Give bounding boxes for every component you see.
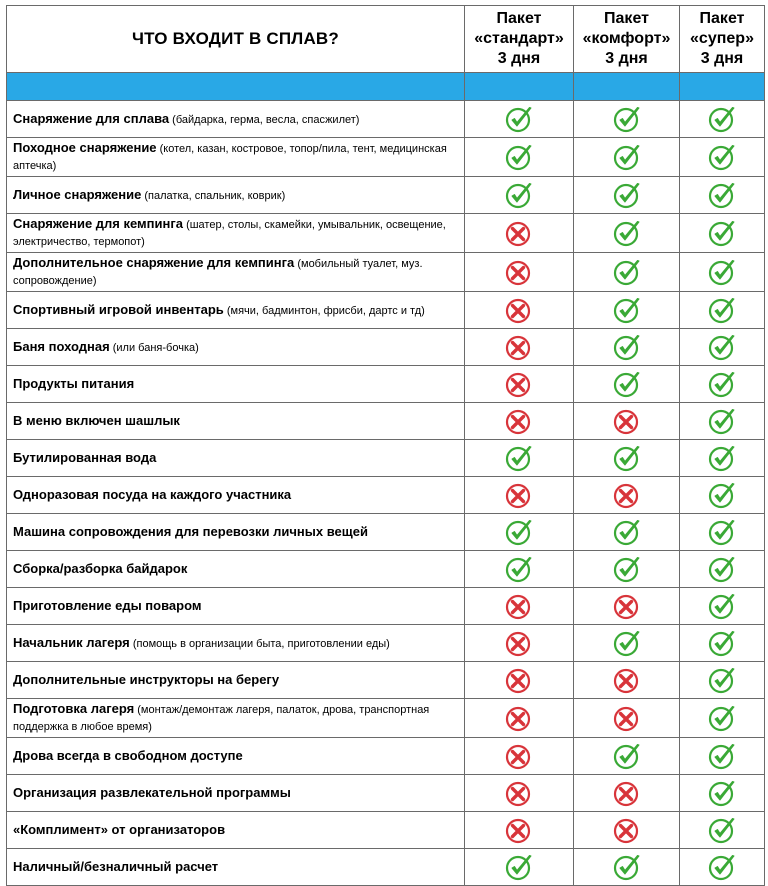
feature-cell	[7, 366, 465, 403]
cross-icon	[505, 296, 533, 324]
package-label: Пакет	[604, 10, 649, 27]
package-label: Пакет	[699, 10, 745, 27]
feature-name: «Комплимент» от организаторов	[13, 821, 226, 837]
package-name: «комфорт»	[582, 30, 671, 47]
check-icon	[613, 518, 641, 546]
table-row	[7, 849, 765, 886]
check-icon	[708, 181, 736, 209]
cross-icon	[505, 666, 533, 694]
cross-icon	[505, 779, 533, 807]
check-icon	[505, 555, 533, 583]
mark-cell-comfort	[574, 738, 680, 775]
mark-cell-standard	[465, 403, 574, 440]
blue-divider-band	[7, 73, 765, 101]
mark-cell-standard	[465, 177, 574, 214]
feature-note: (байдарка, герма, весла, спасжилет)	[169, 113, 360, 126]
check-icon	[613, 258, 641, 286]
feature-name: Подготовка лагеря	[13, 701, 135, 716]
mark-cell-super	[680, 329, 765, 366]
check-icon	[708, 407, 736, 435]
feature-name: Приготовление еды поваром	[13, 597, 202, 613]
mark-cell-standard	[465, 366, 574, 403]
table-row	[7, 329, 765, 366]
mark-cell-standard	[465, 625, 574, 662]
mark-cell-super	[680, 366, 765, 403]
feature-cell	[7, 625, 465, 662]
check-icon	[613, 444, 641, 472]
check-icon	[708, 666, 736, 694]
feature-cell	[7, 588, 465, 625]
mark-cell-super	[680, 699, 765, 738]
mark-cell-super	[680, 812, 765, 849]
feature-cell	[7, 403, 465, 440]
mark-cell-standard	[465, 849, 574, 886]
feature-name: Походное снаряжение	[13, 140, 157, 155]
mark-cell-super	[680, 551, 765, 588]
check-icon	[708, 853, 736, 881]
mark-cell-standard	[465, 514, 574, 551]
band-cell	[7, 73, 465, 101]
check-icon	[708, 481, 736, 509]
check-icon	[613, 143, 641, 171]
package-name: «супер»	[690, 30, 754, 47]
mark-cell-comfort	[574, 292, 680, 329]
feature-cell	[7, 440, 465, 477]
mark-cell-super	[680, 138, 765, 177]
feature-note: (мячи, бадминтон, фрисби, дартс и тд)	[223, 304, 425, 317]
cross-icon	[505, 481, 533, 509]
feature-note: (котел, казан, костровое, топор/пила, тент, медицинская аптечка)	[13, 143, 447, 172]
check-icon	[708, 143, 736, 171]
cross-icon	[505, 370, 533, 398]
check-icon	[708, 370, 736, 398]
mark-cell-super	[680, 514, 765, 551]
table-row	[7, 253, 765, 292]
cross-icon	[613, 816, 641, 844]
feature-name: Снаряжение для сплава	[13, 110, 170, 126]
table-row	[7, 738, 765, 775]
cross-icon	[505, 407, 533, 435]
feature-name: Машина сопровождения для перевозки личных вещей	[13, 523, 368, 539]
cross-icon	[505, 258, 533, 286]
mark-cell-comfort	[574, 588, 680, 625]
table-row	[7, 812, 765, 849]
feature-name: Начальник лагеря	[13, 634, 130, 650]
feature-cell	[7, 138, 465, 177]
mark-cell-super	[680, 101, 765, 138]
check-icon	[613, 296, 641, 324]
mark-cell-standard	[465, 812, 574, 849]
package-super-header	[680, 6, 765, 73]
feature-name: Баня походная	[13, 338, 110, 354]
table-row	[7, 440, 765, 477]
mark-cell-standard	[465, 214, 574, 253]
mark-cell-standard	[465, 440, 574, 477]
table-row	[7, 588, 765, 625]
mark-cell-super	[680, 588, 765, 625]
check-icon	[708, 555, 736, 583]
feature-note: (монтаж/демонтаж лагеря, палаток, дрова, транспортная поддержка в любое время)	[13, 704, 430, 733]
table-row	[7, 214, 765, 253]
table-row	[7, 366, 765, 403]
cross-icon	[505, 592, 533, 620]
feature-cell	[7, 292, 465, 329]
package-duration: 3 дня	[700, 50, 744, 67]
table-row	[7, 775, 765, 812]
feature-note: (палатка, спальник, коврик)	[141, 189, 286, 202]
feature-cell	[7, 849, 465, 886]
mark-cell-super	[680, 477, 765, 514]
cross-icon	[505, 629, 533, 657]
feature-cell	[7, 214, 465, 253]
feature-cell	[7, 329, 465, 366]
mark-cell-comfort	[574, 849, 680, 886]
band-cell	[680, 73, 765, 101]
feature-name: Дополнительные инструкторы на берегу	[13, 671, 280, 687]
check-icon	[613, 219, 641, 247]
feature-cell	[7, 514, 465, 551]
mark-cell-comfort	[574, 551, 680, 588]
check-icon	[708, 258, 736, 286]
mark-cell-super	[680, 214, 765, 253]
table-row	[7, 138, 765, 177]
feature-name: Одноразовая посуда на каждого участника	[13, 486, 292, 502]
check-icon	[708, 816, 736, 844]
header-row	[7, 6, 765, 73]
check-icon	[708, 704, 736, 732]
mark-cell-standard	[465, 477, 574, 514]
band-cell	[465, 73, 574, 101]
feature-note: (помощь в организации быта, приготовлении еды)	[129, 637, 390, 650]
mark-cell-comfort	[574, 101, 680, 138]
cross-icon	[505, 742, 533, 770]
mark-cell-standard	[465, 329, 574, 366]
feature-name: В меню включен шашлык	[13, 412, 180, 428]
band-cell	[574, 73, 680, 101]
feature-cell	[7, 738, 465, 775]
mark-cell-comfort	[574, 138, 680, 177]
package-comfort-header	[574, 6, 680, 73]
mark-cell-comfort	[574, 699, 680, 738]
package-duration: 3 дня	[497, 50, 541, 67]
check-icon	[613, 105, 641, 133]
mark-cell-comfort	[574, 625, 680, 662]
mark-cell-comfort	[574, 514, 680, 551]
mark-cell-standard	[465, 662, 574, 699]
check-icon	[613, 742, 641, 770]
feature-name: Бутилированная вода	[13, 449, 157, 465]
mark-cell-super	[680, 403, 765, 440]
mark-cell-super	[680, 177, 765, 214]
feature-cell	[7, 477, 465, 514]
mark-cell-standard	[465, 588, 574, 625]
feature-note: (мобильный туалет, муз. сопровождение)	[13, 258, 423, 287]
table-row	[7, 101, 765, 138]
check-icon	[708, 518, 736, 546]
feature-name: Спортивный игровой инвентарь	[13, 301, 224, 317]
table-row	[7, 662, 765, 699]
check-icon	[708, 592, 736, 620]
mark-cell-comfort	[574, 775, 680, 812]
cross-icon	[505, 333, 533, 361]
feature-cell	[7, 177, 465, 214]
mark-cell-comfort	[574, 662, 680, 699]
package-standard-header	[465, 6, 574, 73]
mark-cell-super	[680, 440, 765, 477]
feature-cell	[7, 775, 465, 812]
feature-cell	[7, 101, 465, 138]
mark-cell-standard	[465, 775, 574, 812]
check-icon	[613, 629, 641, 657]
check-icon	[505, 444, 533, 472]
mark-cell-super	[680, 738, 765, 775]
mark-cell-standard	[465, 551, 574, 588]
feature-name: Дрова всегда в свободном доступе	[13, 747, 243, 763]
check-icon	[613, 333, 641, 361]
check-icon	[505, 518, 533, 546]
cross-icon	[613, 779, 641, 807]
mark-cell-super	[680, 849, 765, 886]
mark-cell-super	[680, 625, 765, 662]
cross-icon	[613, 592, 641, 620]
table-row	[7, 292, 765, 329]
feature-note: (шатер, столы, скамейки, умывальник, освещение, электричество, термопот)	[13, 219, 446, 248]
feature-name: Личное снаряжение	[13, 186, 142, 202]
cross-icon	[505, 816, 533, 844]
mark-cell-standard	[465, 253, 574, 292]
table-row	[7, 177, 765, 214]
check-icon	[505, 181, 533, 209]
mark-cell-super	[680, 292, 765, 329]
mark-cell-comfort	[574, 214, 680, 253]
check-icon	[708, 333, 736, 361]
comparison-table	[6, 5, 765, 886]
check-icon	[708, 742, 736, 770]
mark-cell-standard	[465, 699, 574, 738]
mark-cell-comfort	[574, 177, 680, 214]
package-name: «стандарт»	[474, 30, 564, 47]
comparison-table-wrapper	[6, 5, 764, 886]
cross-icon	[613, 407, 641, 435]
check-icon	[708, 629, 736, 657]
feature-cell	[7, 699, 465, 738]
feature-cell	[7, 662, 465, 699]
feature-name: Сборка/разборка байдарок	[13, 560, 188, 576]
table-row	[7, 551, 765, 588]
mark-cell-super	[680, 253, 765, 292]
mark-cell-standard	[465, 138, 574, 177]
table-row	[7, 403, 765, 440]
mark-cell-super	[680, 775, 765, 812]
mark-cell-comfort	[574, 477, 680, 514]
table-row	[7, 514, 765, 551]
mark-cell-comfort	[574, 329, 680, 366]
check-icon	[708, 296, 736, 324]
feature-note: (или баня-бочка)	[109, 341, 199, 354]
mark-cell-comfort	[574, 812, 680, 849]
package-duration: 3 дня	[605, 50, 648, 67]
feature-cell	[7, 551, 465, 588]
feature-cell	[7, 253, 465, 292]
table-row	[7, 699, 765, 738]
mark-cell-comfort	[574, 440, 680, 477]
mark-cell-comfort	[574, 253, 680, 292]
cross-icon	[505, 704, 533, 732]
feature-name: Продукты питания	[13, 375, 135, 391]
table-title: ЧТО ВХОДИТ В СПЛАВ?	[7, 6, 465, 73]
cross-icon	[613, 704, 641, 732]
check-icon	[613, 370, 641, 398]
check-icon	[505, 143, 533, 171]
mark-cell-comfort	[574, 366, 680, 403]
cross-icon	[613, 481, 641, 509]
check-icon	[505, 105, 533, 133]
check-icon	[613, 853, 641, 881]
mark-cell-standard	[465, 101, 574, 138]
check-icon	[708, 105, 736, 133]
feature-cell	[7, 812, 465, 849]
check-icon	[708, 219, 736, 247]
package-label: Пакет	[496, 10, 542, 27]
mark-cell-standard	[465, 738, 574, 775]
feature-name: Снаряжение для кемпинга	[13, 216, 184, 231]
mark-cell-super	[680, 662, 765, 699]
cross-icon	[505, 219, 533, 247]
check-icon	[613, 181, 641, 209]
mark-cell-comfort	[574, 403, 680, 440]
check-icon	[613, 555, 641, 583]
table-body	[7, 101, 765, 886]
check-icon	[708, 444, 736, 472]
table-row	[7, 477, 765, 514]
mark-cell-standard	[465, 292, 574, 329]
feature-name: Организация развлекательной программы	[13, 784, 291, 800]
check-icon	[708, 779, 736, 807]
table-row	[7, 625, 765, 662]
feature-name: Дополнительное снаряжение для кемпинга	[13, 255, 295, 270]
cross-icon	[613, 666, 641, 694]
feature-name: Наличный/безналичный расчет	[13, 858, 219, 874]
check-icon	[505, 853, 533, 881]
